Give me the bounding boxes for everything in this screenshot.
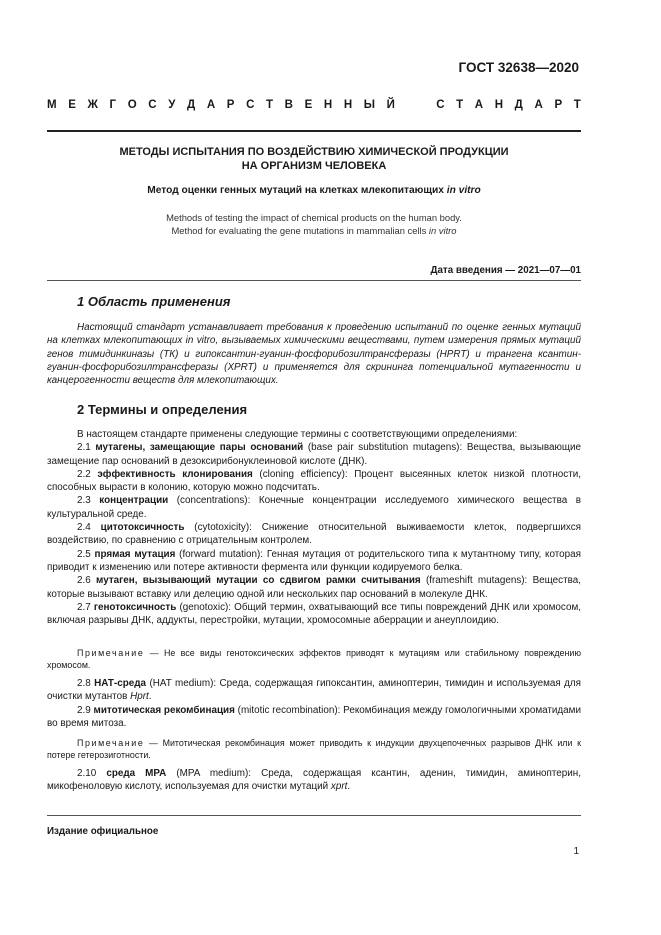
term-2-8: 2.8 НАТ-среда (HAT medium): Среда, содержащая гипоксантин, аминоптерин, тимидин и используемая для очистки мутантов Hprt. [47, 678, 581, 703]
header-rule [47, 130, 581, 132]
interstate-standard-banner [47, 99, 581, 111]
footer-rule [47, 815, 581, 816]
section1-heading: 1 Область применения [77, 294, 231, 309]
banner-letter: Г [109, 99, 117, 111]
banner-letter: О [127, 99, 137, 111]
banner-letter [407, 99, 410, 111]
document-subtitle: Метод оценки генных мутаций на клетках млекопитающих in vitro [147, 185, 481, 196]
page-number: 1 [573, 846, 579, 857]
banner-letter: Д [514, 99, 523, 111]
term-2-9: 2.9 митотическая рекомбинация (mitotic recombination): Рекомбинация между гомологичными хроматидами во время митоза. [47, 704, 581, 729]
term-2-5: 2.5 прямая мутация (forward mutation): Генная мутация от родительского типа к мутантному типу, которая приводит к изменению или потере активности фермента или функции кодируемого белка. [47, 548, 581, 573]
banner-letter: Н [343, 99, 353, 111]
banner-letter: В [284, 99, 293, 111]
banner-letter: Р [226, 99, 235, 111]
banner-letter: Н [323, 99, 333, 111]
term-2-10: 2.10 среда МРА (MPA medium): Среда, содержащая ксантин, аденин, тимидин, аминоптерин, микофеноловую кислоту, используемая для очистки мутаций xprt. [47, 768, 581, 793]
section2-intro: В настоящем стандарте применены следующие термины с соответствующими определениями: [77, 429, 518, 440]
note-1: Примечание — Не все виды генотоксических эффектов приводят к мутациям или стабильному повреждению хромосом. [47, 648, 581, 671]
banner-letter: Ы [363, 99, 376, 111]
banner-letter: Т [266, 99, 274, 111]
banner-letter: М [47, 99, 57, 111]
term-2-1: 2.1 мутагены, замещающие пары оснований (base pair substitution mutagens): Вещества, вызывающие замещение пар оснований в дезоксирибонуклеиновой кислоте (ДНК). [47, 442, 581, 467]
term-2-2: 2.2 эффективность клонирования (cloning efficiency): Процент высеянных клеток низкой плотности, способных вырасти в колонию, которую можно подсчитать. [47, 468, 581, 494]
banner-letter: Р [554, 99, 563, 111]
date-rule [47, 280, 581, 281]
section2-body-2 [47, 677, 581, 730]
term-2-6: 2.6 мутаген, вызывающий мутации со сдвигом рамки считывания (frameshift mutagens): Вещества, которые вызывают вставку или делецию одной или нескольких пар оснований в молекуле ДНК. [47, 575, 582, 600]
banner-letter: Д [187, 99, 196, 111]
term-2-4: 2.4 цитотоксичность (cytotoxicity): Снижение относительной выживаемости клеток, подвергшихся воздействию, по сравнению с отрицательным контролем. [47, 522, 581, 547]
banner-letter: Т [573, 99, 581, 111]
banner-letter: С [148, 99, 157, 111]
banner-letter: Ж [87, 99, 98, 111]
english-title: Methods of testing the impact of chemical products on the human body. Method for evaluating the gene mutations in mammalian cells in vitro [166, 212, 462, 236]
official-edition: Издание официальное [47, 826, 159, 837]
banner-letter: С [436, 99, 445, 111]
banner-letter: Н [494, 99, 504, 111]
term-2-3: 2.3 концентрации (concentrations): Конечные концентрации исследуемого химического вещества в культуральной среде. [47, 495, 581, 520]
section2-body-3 [47, 767, 581, 794]
banner-letter: С [246, 99, 255, 111]
section2-body [47, 428, 581, 627]
banner-letter [421, 99, 424, 111]
section1-text: Настоящий стандарт устанавливает требования к проведению испытаний по оценке генных мутаций на клетках млекопитающих in vitro, вызываемых химическими веществами, путем измерения прямых мутаций генов тимидинкиназы (ТК) и гипоксантин-гуанин-фосфорибозилтрансферазы (HPRT) и трангена ксантин-гуанин-фосфорибозилтрансферазы (XPRT) и применяется для скрининга потенциальной мутагенности и канцерогенности веществ для млекопитающих. [47, 322, 581, 387]
section2-heading: 2 Термины и определения [77, 402, 248, 417]
standard-code: ГОСТ 32638—2020 [458, 60, 579, 75]
banner-letter: А [206, 99, 216, 111]
banner-letter: А [474, 99, 484, 111]
banner-letter: А [534, 99, 543, 111]
banner-letter: Е [68, 99, 76, 111]
effective-date: Дата введения — 2021—07—01 [430, 265, 581, 276]
term-2-7: 2.7 генотоксичность (genotoxic): Общий термин, охватывающий все типы повреждений ДНК или хромосом, включая разрывы ДНК, аддукты, перестройки, мутации, хромосомные аберрации и анеуплоидию. [47, 601, 581, 627]
banner-letter: У [168, 99, 176, 111]
note-2: Примечание — Митотическая рекомбинация может приводить к индукции двухцепочечных разрывов ДНК или к потере гетерозиготности. [47, 738, 581, 761]
banner-letter: Т [456, 99, 464, 111]
banner-letter: Е [304, 99, 313, 111]
banner-letter: Й [386, 99, 395, 111]
document-title: МЕТОДЫ ИСПЫТАНИЯ ПО ВОЗДЕЙСТВИЮ ХИМИЧЕСКОЙ ПРОДУКЦИИ НА ОРГАНИЗМ ЧЕЛОВЕКА [119, 146, 509, 172]
